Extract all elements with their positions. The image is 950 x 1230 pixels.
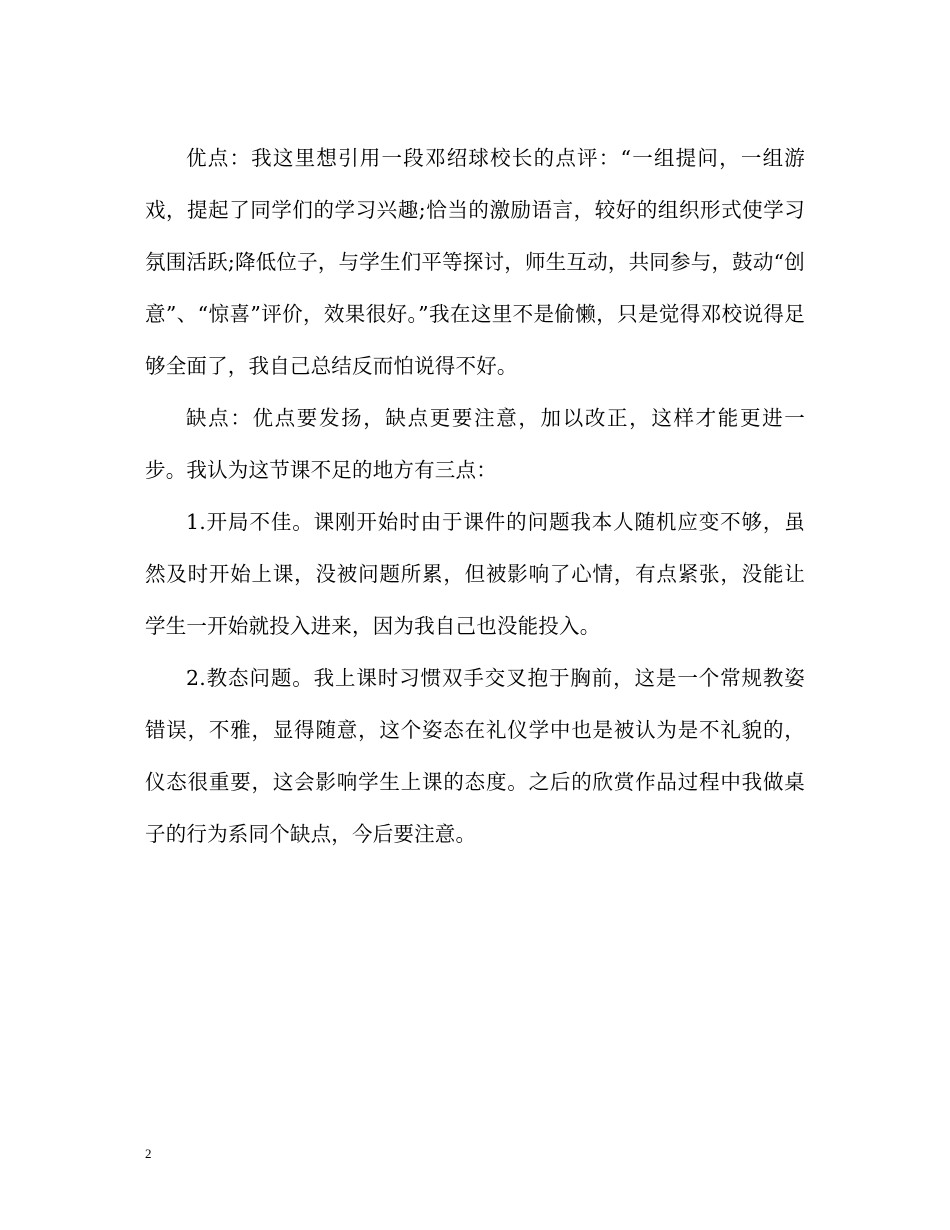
- page-number: 2: [145, 1146, 152, 1161]
- paragraph-strengths: 优点：我这里想引用一段邓绍球校长的点评：“一组提问，一组游戏，提起了同学们的学习兴趣;恰当的激励语言，较好的组织形式使学习氛围活跃;降低位子，与学生们平等探讨，师生互动，共同参与，鼓动“创意”、“惊喜”评价，效果很好。”我在这里不是偷懒，只是觉得邓校说得足够全面了，我自己总结反而怕说得不好。: [145, 146, 805, 378]
- document-body: [145, 132, 805, 860]
- paragraph-weaknesses: 缺点：优点要发扬，缺点更要注意，加以改正，这样才能更进一步。我认为这节课不足的地方有三点：: [145, 406, 805, 482]
- paragraph-point-1: 1.开局不佳。课刚开始时由于课件的问题我本人随机应变不够，虽然及时开始上课，没被问题所累，但被影响了心情，有点紧张，没能让学生一开始就投入进来，因为我自己也没能投入。: [145, 510, 805, 638]
- paragraph-point-2: 2.教态问题。我上课时习惯双手交叉抱于胸前，这是一个常规教姿错误，不雅，显得随意，这个姿态在礼仪学中也是被认为是不礼貌的，仪态很重要，这会影响学生上课的态度。之后的欣赏作品过程中我做桌子的行为系同个缺点，今后要注意。: [145, 666, 805, 846]
